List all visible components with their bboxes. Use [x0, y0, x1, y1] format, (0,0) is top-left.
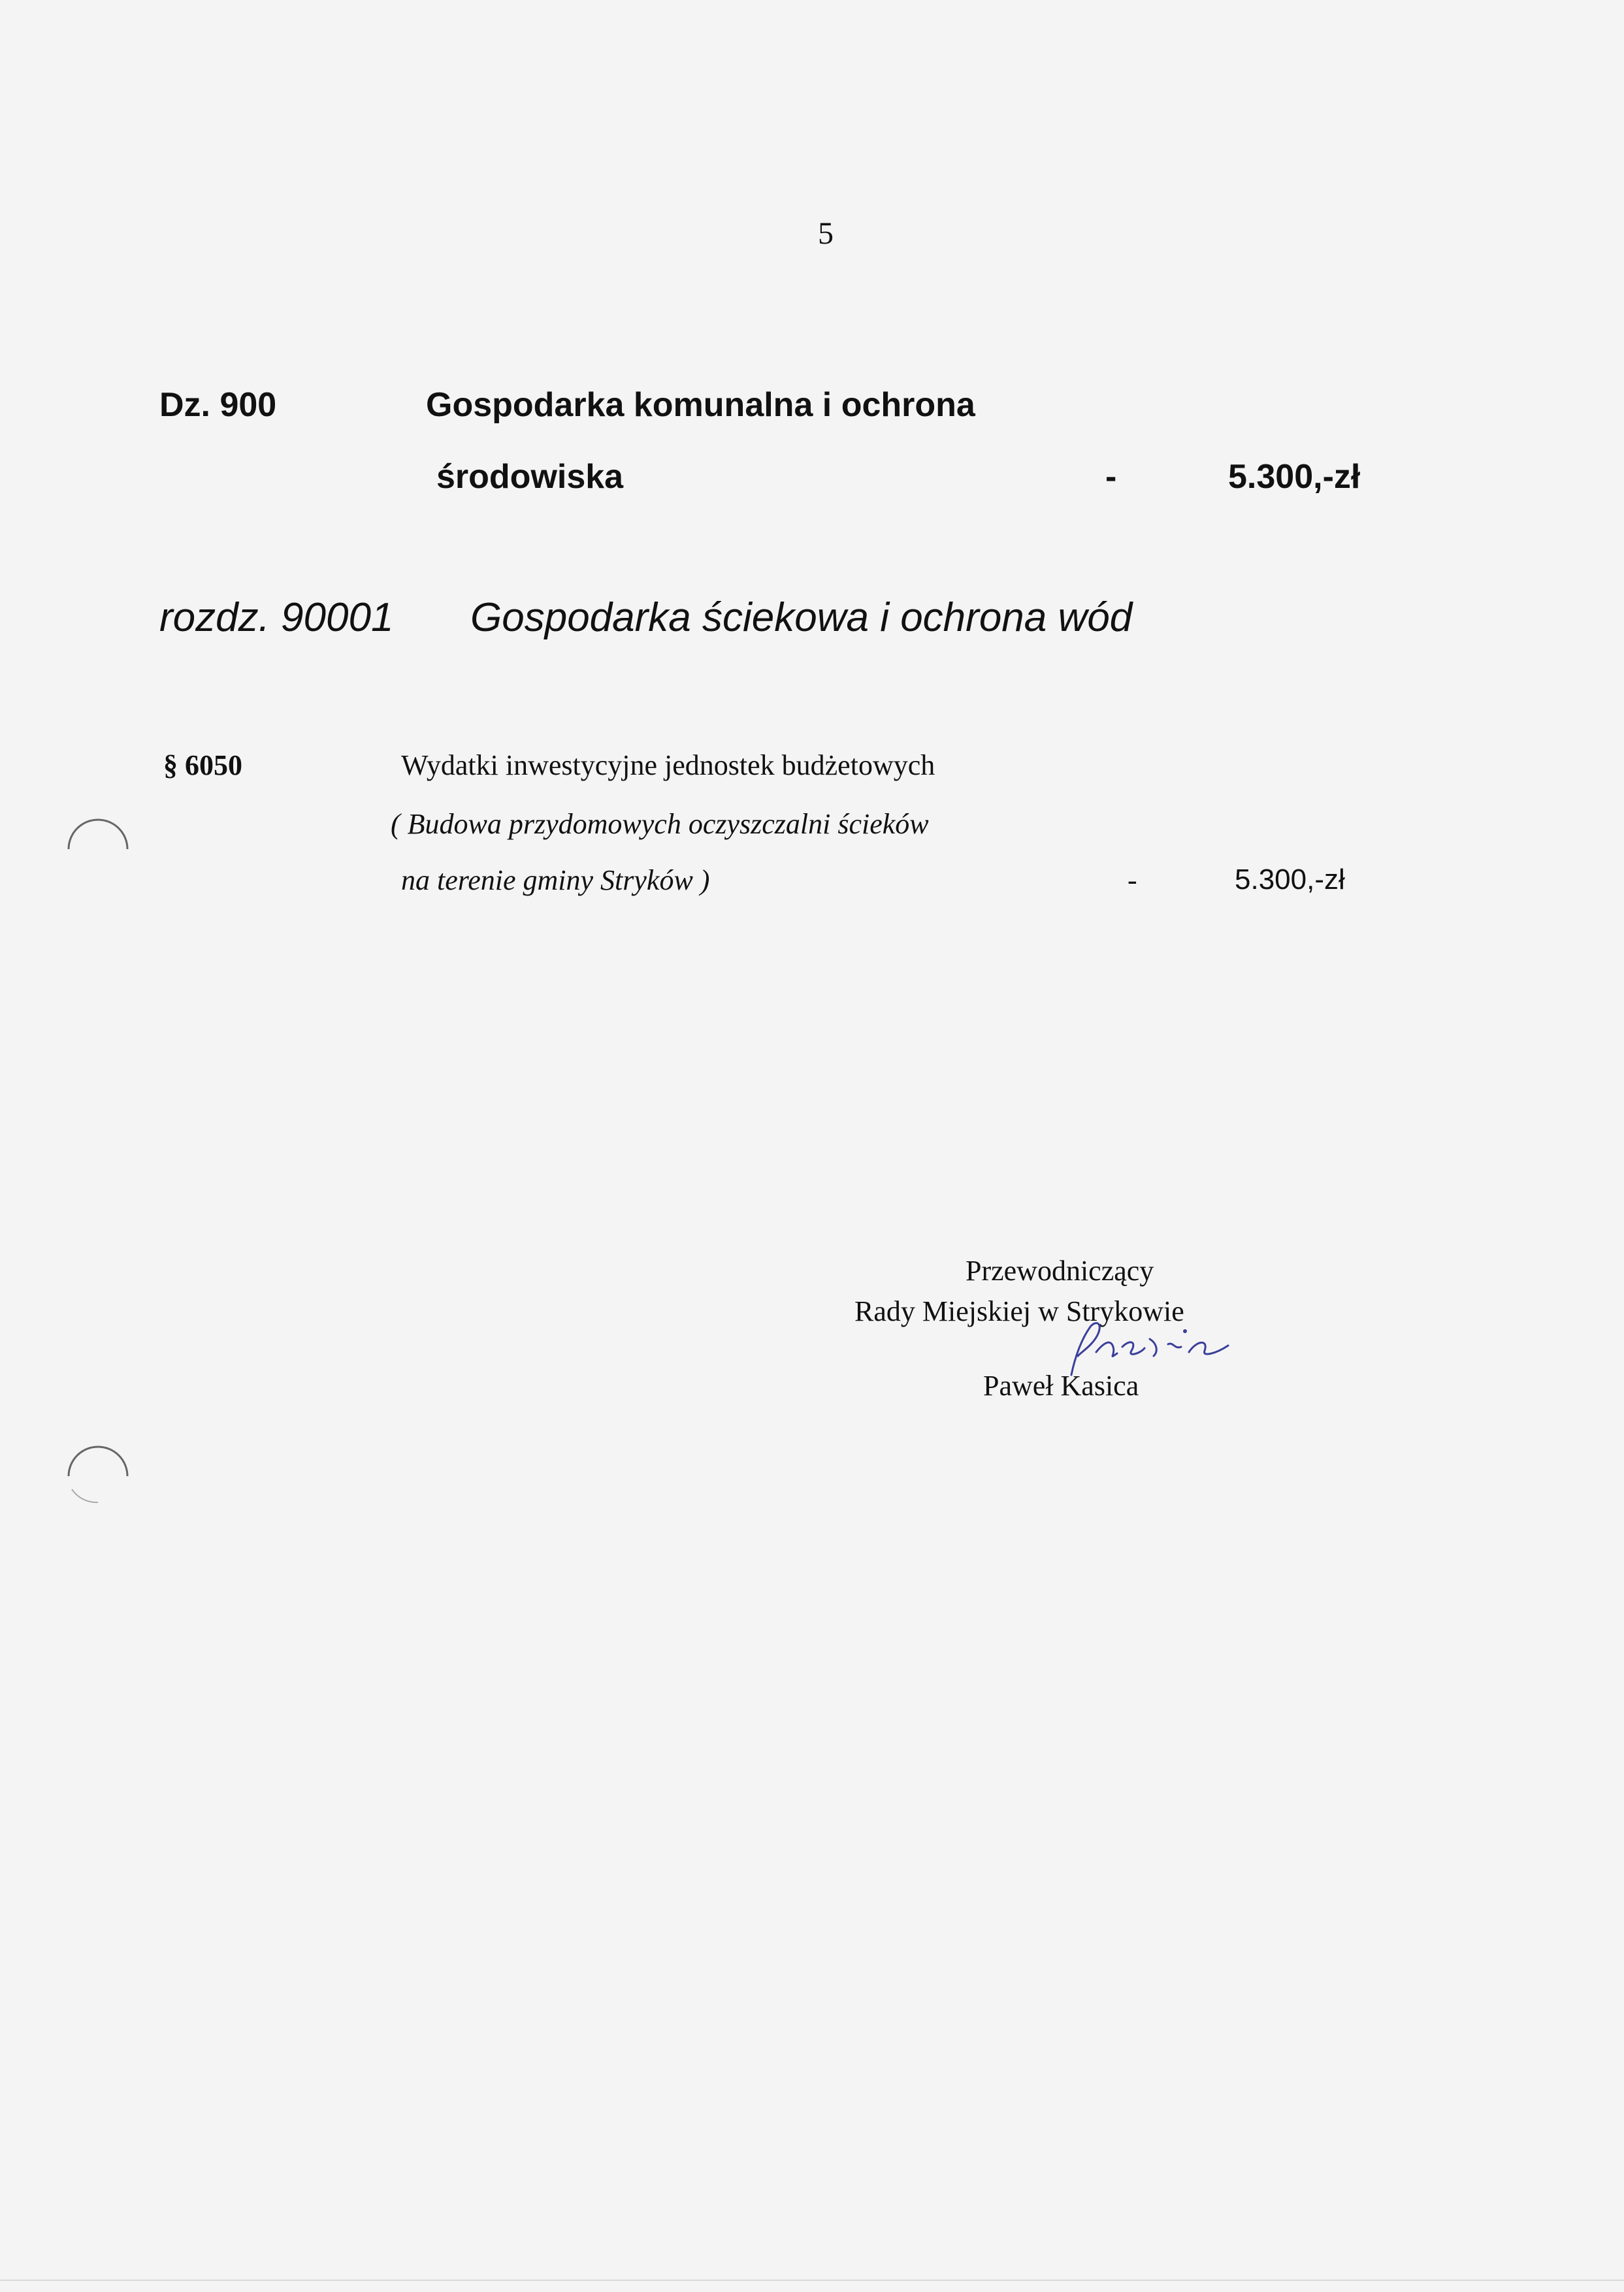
signature-role-line1: Przewodniczący: [966, 1255, 1154, 1287]
paragraf-title: Wydatki inwestycyjne jednostek budżetowych: [401, 749, 935, 781]
dzial-amount: 5.300,-zł: [1228, 458, 1361, 496]
paragraf-description-line2: na terenie gminy Stryków ): [401, 864, 710, 896]
signature-name: Paweł Kasica: [983, 1370, 1139, 1402]
paragraf-code: § 6050: [163, 749, 242, 781]
rozdzial-code: rozdz. 90001: [159, 595, 394, 640]
punch-hole-mark: [62, 810, 134, 882]
paragraf-amount: 5.300,-zł: [1235, 864, 1345, 896]
dzial-title-line2: środowiska: [436, 458, 624, 496]
rozdzial-title: Gospodarka ściekowa i ochrona wód: [470, 595, 1133, 640]
handwritten-signature: [1045, 1313, 1241, 1385]
dzial-dash: -: [1105, 458, 1117, 496]
signature-role-line2: Rady Miejskiej w Strykowie: [854, 1295, 1184, 1327]
punch-hole-mark: [62, 1437, 134, 1509]
paragraf-dash: -: [1128, 864, 1137, 896]
paragraf-description-line1: ( Budowa przydomowych oczyszczalni ścieków: [391, 808, 929, 840]
dzial-code: Dz. 900: [159, 386, 277, 424]
dzial-title-line1: Gospodarka komunalna i ochrona: [426, 386, 975, 424]
page-number: 5: [818, 216, 834, 251]
page-edge-line: [0, 2280, 1624, 2281]
